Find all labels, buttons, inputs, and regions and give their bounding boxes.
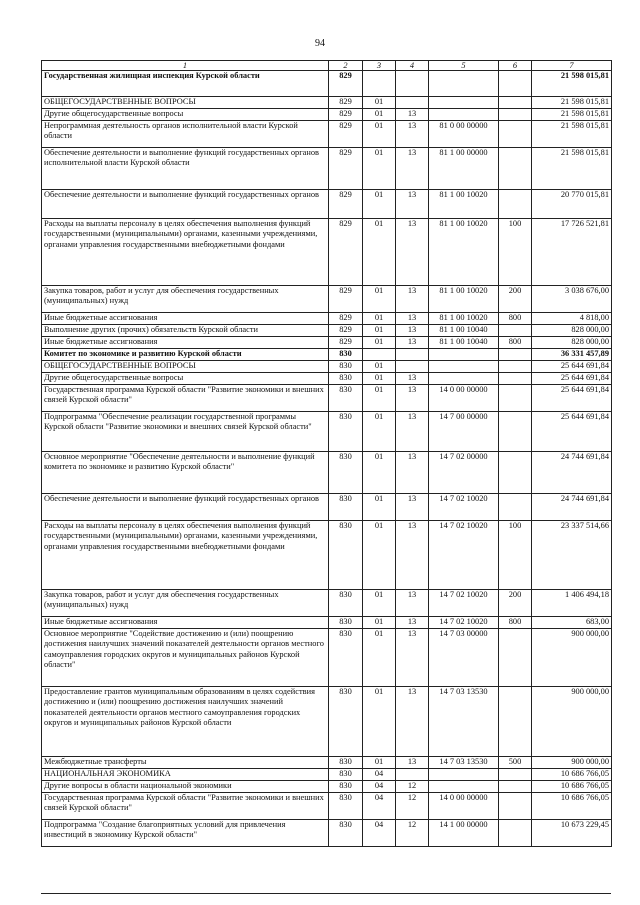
table-row	[42, 109, 612, 121]
row-admin-code: 830	[329, 361, 363, 373]
row-target-code	[429, 781, 499, 793]
row-section-code: 01	[363, 373, 396, 385]
row-target-code: 14 1 00 00000	[429, 820, 499, 847]
row-section-code: 01	[363, 190, 396, 219]
row-subsection-code	[396, 71, 429, 97]
row-name: Непрограммная деятельность органов исполнительной власти Курской области	[42, 121, 329, 148]
row-subsection-code	[396, 361, 429, 373]
row-subsection-code	[396, 97, 429, 109]
row-section-code: 01	[363, 361, 396, 373]
bottom-rule	[41, 893, 611, 894]
table-row	[42, 687, 612, 757]
row-subsection-code: 13	[396, 325, 429, 337]
row-name: Закупка товаров, работ и услуг для обеспечения государственных (муниципальных) нужд	[42, 590, 329, 617]
row-amount: 25 644 691,84	[532, 412, 612, 452]
row-section-code: 04	[363, 793, 396, 820]
row-admin-code: 829	[329, 190, 363, 219]
row-subsection-code: 13	[396, 452, 429, 494]
row-target-code	[429, 71, 499, 97]
table-row	[42, 121, 612, 148]
row-name: Обеспечение деятельности и выполнение функций государственных органов исполнительной власти Курской области	[42, 148, 329, 190]
row-subsection-code: 13	[396, 757, 429, 769]
row-subsection-code: 13	[396, 313, 429, 325]
row-section-code: 01	[363, 687, 396, 757]
row-subsection-code: 13	[396, 521, 429, 590]
row-expense-type	[499, 494, 532, 521]
header-col-4: 4	[396, 61, 429, 71]
row-amount: 900 000,00	[532, 629, 612, 687]
row-name: Основное мероприятие "Содействие достижению и (или) поощрению достижения наилучших значений показателей деятельности органов местного самоуправления городских округов и муниципальных районов Курской области"	[42, 629, 329, 687]
row-target-code: 14 7 02 10020	[429, 521, 499, 590]
row-admin-code: 830	[329, 793, 363, 820]
row-expense-type	[499, 109, 532, 121]
table-row	[42, 325, 612, 337]
table-row	[42, 313, 612, 325]
row-section-code: 01	[363, 452, 396, 494]
row-target-code: 14 7 00 00000	[429, 412, 499, 452]
row-section-code: 04	[363, 769, 396, 781]
row-expense-type: 100	[499, 219, 532, 286]
row-amount: 1 406 494,18	[532, 590, 612, 617]
row-admin-code: 830	[329, 521, 363, 590]
row-section-code: 01	[363, 412, 396, 452]
row-target-code: 81 0 00 00000	[429, 121, 499, 148]
row-expense-type: 800	[499, 617, 532, 629]
row-subsection-code: 13	[396, 590, 429, 617]
table-row	[42, 590, 612, 617]
row-subsection-code: 12	[396, 781, 429, 793]
row-name: Подпрограмма "Обеспечение реализации государственной программы Курской области "Развитие экономики и внешних связей Курской области"	[42, 412, 329, 452]
row-expense-type	[499, 687, 532, 757]
row-target-code: 81 1 00 10040	[429, 325, 499, 337]
header-col-6: 6	[499, 61, 532, 71]
row-subsection-code: 13	[396, 412, 429, 452]
row-expense-type	[499, 820, 532, 847]
row-name: Подпрограмма "Создание благоприятных условий для привлечения инвестиций в экономику Курской области"	[42, 820, 329, 847]
row-amount: 828 000,00	[532, 337, 612, 349]
row-section-code: 01	[363, 337, 396, 349]
row-subsection-code: 13	[396, 617, 429, 629]
row-name: Межбюджетные трансферты	[42, 757, 329, 769]
row-expense-type	[499, 629, 532, 687]
row-admin-code: 830	[329, 349, 363, 361]
row-section-code: 01	[363, 219, 396, 286]
table-row	[42, 793, 612, 820]
row-expense-type	[499, 190, 532, 219]
row-target-code	[429, 361, 499, 373]
row-target-code: 81 1 00 10020	[429, 219, 499, 286]
row-admin-code: 829	[329, 219, 363, 286]
row-section-code: 01	[363, 521, 396, 590]
row-section-code: 01	[363, 148, 396, 190]
row-admin-code: 830	[329, 452, 363, 494]
row-expense-type	[499, 769, 532, 781]
row-target-code: 81 1 00 10020	[429, 286, 499, 313]
table-row	[42, 361, 612, 373]
row-admin-code: 830	[329, 769, 363, 781]
row-section-code: 01	[363, 121, 396, 148]
row-target-code: 14 7 02 10020	[429, 494, 499, 521]
row-admin-code: 830	[329, 412, 363, 452]
row-expense-type: 200	[499, 286, 532, 313]
row-name: НАЦИОНАЛЬНАЯ ЭКОНОМИКА	[42, 769, 329, 781]
row-amount: 900 000,00	[532, 757, 612, 769]
table-row	[42, 148, 612, 190]
row-amount: 683,00	[532, 617, 612, 629]
row-amount: 23 337 514,66	[532, 521, 612, 590]
row-subsection-code: 13	[396, 629, 429, 687]
row-subsection-code	[396, 349, 429, 361]
table-row	[42, 781, 612, 793]
row-name: Другие общегосударственные вопросы	[42, 373, 329, 385]
row-section-code: 01	[363, 590, 396, 617]
row-admin-code: 829	[329, 337, 363, 349]
row-section-code: 01	[363, 97, 396, 109]
row-target-code	[429, 109, 499, 121]
row-expense-type: 800	[499, 337, 532, 349]
row-amount: 900 000,00	[532, 687, 612, 757]
row-subsection-code: 13	[396, 219, 429, 286]
table-row	[42, 769, 612, 781]
header-row	[42, 61, 612, 71]
page-number: 94	[315, 38, 325, 49]
header-col-3: 3	[363, 61, 396, 71]
row-target-code: 14 7 02 10020	[429, 590, 499, 617]
row-admin-code: 829	[329, 286, 363, 313]
row-target-code	[429, 349, 499, 361]
table-row	[42, 190, 612, 219]
row-amount: 10 673 229,45	[532, 820, 612, 847]
row-subsection-code: 13	[396, 109, 429, 121]
row-section-code: 01	[363, 109, 396, 121]
row-subsection-code: 13	[396, 190, 429, 219]
row-admin-code: 830	[329, 781, 363, 793]
row-amount: 25 644 691,84	[532, 385, 612, 412]
row-admin-code: 829	[329, 121, 363, 148]
row-admin-code: 830	[329, 617, 363, 629]
row-name: Иные бюджетные ассигнования	[42, 617, 329, 629]
row-expense-type	[499, 325, 532, 337]
row-admin-code: 829	[329, 325, 363, 337]
row-admin-code: 829	[329, 148, 363, 190]
row-name: Обеспечение деятельности и выполнение функций государственных органов	[42, 494, 329, 521]
header-col-7: 7	[532, 61, 612, 71]
table-row	[42, 385, 612, 412]
header-col-2: 2	[329, 61, 363, 71]
row-admin-code: 829	[329, 97, 363, 109]
table-row	[42, 629, 612, 687]
row-subsection-code: 13	[396, 385, 429, 412]
table-row	[42, 412, 612, 452]
row-expense-type: 200	[499, 590, 532, 617]
row-admin-code: 830	[329, 385, 363, 412]
row-amount: 10 686 766,05	[532, 793, 612, 820]
row-amount: 25 644 691,84	[532, 361, 612, 373]
row-expense-type	[499, 793, 532, 820]
row-section-code: 01	[363, 629, 396, 687]
row-amount: 10 686 766,05	[532, 769, 612, 781]
row-name: Иные бюджетные ассигнования	[42, 337, 329, 349]
row-expense-type: 500	[499, 757, 532, 769]
row-name: Комитет по экономике и развитию Курской области	[42, 349, 329, 361]
row-expense-type	[499, 781, 532, 793]
row-target-code: 81 1 00 00000	[429, 148, 499, 190]
row-expense-type	[499, 349, 532, 361]
row-target-code	[429, 373, 499, 385]
row-expense-type	[499, 373, 532, 385]
row-target-code: 81 1 00 10040	[429, 337, 499, 349]
row-target-code: 14 0 00 00000	[429, 385, 499, 412]
row-amount: 25 644 691,84	[532, 373, 612, 385]
row-expense-type	[499, 148, 532, 190]
row-section-code: 01	[363, 494, 396, 521]
row-name: Другие вопросы в области национальной экономики	[42, 781, 329, 793]
row-name: Государственная программа Курской области "Развитие экономики и внешних связей Курской области"	[42, 385, 329, 412]
row-amount: 24 744 691,84	[532, 494, 612, 521]
row-name: Закупка товаров, работ и услуг для обеспечения государственных (муниципальных) нужд	[42, 286, 329, 313]
row-name: Обеспечение деятельности и выполнение функций государственных органов	[42, 190, 329, 219]
table-row	[42, 337, 612, 349]
row-name: Основное мероприятие "Обеспечение деятельности и выполнение функций комитета по экономике и развитию Курской области"	[42, 452, 329, 494]
row-amount: 24 744 691,84	[532, 452, 612, 494]
row-expense-type	[499, 71, 532, 97]
row-admin-code: 830	[329, 687, 363, 757]
row-expense-type	[499, 412, 532, 452]
row-section-code: 04	[363, 820, 396, 847]
row-target-code: 14 7 02 10020	[429, 617, 499, 629]
row-target-code: 14 7 03 13530	[429, 757, 499, 769]
row-target-code: 81 1 00 10020	[429, 313, 499, 325]
row-amount: 828 000,00	[532, 325, 612, 337]
row-section-code: 04	[363, 781, 396, 793]
row-section-code: 01	[363, 385, 396, 412]
row-subsection-code: 13	[396, 494, 429, 521]
row-target-code: 14 7 02 00000	[429, 452, 499, 494]
row-subsection-code: 13	[396, 373, 429, 385]
row-name: Государственная программа Курской области "Развитие экономики и внешних связей Курской области"	[42, 793, 329, 820]
row-amount: 17 726 521,81	[532, 219, 612, 286]
row-amount: 20 770 015,81	[532, 190, 612, 219]
row-admin-code: 830	[329, 373, 363, 385]
row-name: Государственная жилищная инспекция Курской области	[42, 71, 329, 97]
table-row	[42, 97, 612, 109]
table-row	[42, 219, 612, 286]
row-target-code: 14 7 03 00000	[429, 629, 499, 687]
table-row	[42, 494, 612, 521]
row-admin-code: 830	[329, 494, 363, 521]
row-subsection-code: 13	[396, 121, 429, 148]
row-section-code: 01	[363, 757, 396, 769]
row-target-code: 14 0 00 00000	[429, 793, 499, 820]
table-row	[42, 521, 612, 590]
row-subsection-code: 12	[396, 793, 429, 820]
row-section-code: 01	[363, 617, 396, 629]
row-name: ОБЩЕГОСУДАРСТВЕННЫЕ ВОПРОСЫ	[42, 361, 329, 373]
row-subsection-code: 13	[396, 337, 429, 349]
row-subsection-code: 13	[396, 687, 429, 757]
row-admin-code: 829	[329, 109, 363, 121]
row-expense-type	[499, 385, 532, 412]
row-amount: 21 598 015,81	[532, 97, 612, 109]
row-target-code: 81 1 00 10020	[429, 190, 499, 219]
budget-table	[41, 60, 612, 847]
row-amount: 10 686 766,05	[532, 781, 612, 793]
row-subsection-code: 13	[396, 148, 429, 190]
row-name: Расходы на выплаты персоналу в целях обеспечения выполнения функций государственными (муниципальными) органами, казенными учреждениями, органами управления государственными внебюджетными фондами	[42, 219, 329, 286]
row-expense-type	[499, 452, 532, 494]
row-admin-code: 830	[329, 590, 363, 617]
row-name: Выполнение других (прочих) обязательств Курской области	[42, 325, 329, 337]
row-target-code: 14 7 03 13530	[429, 687, 499, 757]
row-amount: 4 818,00	[532, 313, 612, 325]
row-name: Предоставление грантов муниципальным образованиям в целях содействия достижению и (или) поощрению достижения наилучших значений показателей деятельности органов местного самоуправления городских округов и муниципальных районов Курской области	[42, 687, 329, 757]
row-section-code: 01	[363, 313, 396, 325]
row-admin-code: 829	[329, 71, 363, 97]
header-col-1: 1	[42, 61, 329, 71]
row-expense-type: 100	[499, 521, 532, 590]
table-row	[42, 373, 612, 385]
row-amount: 21 598 015,81	[532, 71, 612, 97]
row-admin-code: 829	[329, 313, 363, 325]
row-expense-type	[499, 121, 532, 148]
row-section-code	[363, 349, 396, 361]
table-row	[42, 757, 612, 769]
row-expense-type	[499, 97, 532, 109]
row-amount: 21 598 015,81	[532, 148, 612, 190]
row-subsection-code	[396, 769, 429, 781]
row-expense-type	[499, 361, 532, 373]
row-admin-code: 830	[329, 629, 363, 687]
row-expense-type: 800	[499, 313, 532, 325]
row-section-code: 01	[363, 325, 396, 337]
row-name: Другие общегосударственные вопросы	[42, 109, 329, 121]
row-amount: 21 598 015,81	[532, 109, 612, 121]
row-subsection-code: 12	[396, 820, 429, 847]
row-amount: 21 598 015,81	[532, 121, 612, 148]
table-row	[42, 349, 612, 361]
table-row	[42, 286, 612, 313]
row-admin-code: 830	[329, 757, 363, 769]
row-name: Иные бюджетные ассигнования	[42, 313, 329, 325]
row-target-code	[429, 769, 499, 781]
row-section-code	[363, 71, 396, 97]
header-col-5: 5	[429, 61, 499, 71]
row-name: ОБЩЕГОСУДАРСТВЕННЫЕ ВОПРОСЫ	[42, 97, 329, 109]
row-section-code: 01	[363, 286, 396, 313]
row-name: Расходы на выплаты персоналу в целях обеспечения выполнения функций государственными (муниципальными) органами, казенными учреждениями, органами управления государственными внебюджетными фондами	[42, 521, 329, 590]
row-target-code	[429, 97, 499, 109]
row-amount: 3 038 676,00	[532, 286, 612, 313]
table-row	[42, 452, 612, 494]
table-row	[42, 617, 612, 629]
row-subsection-code: 13	[396, 286, 429, 313]
table-row	[42, 820, 612, 847]
row-amount: 36 331 457,89	[532, 349, 612, 361]
row-admin-code: 830	[329, 820, 363, 847]
table-row	[42, 71, 612, 97]
